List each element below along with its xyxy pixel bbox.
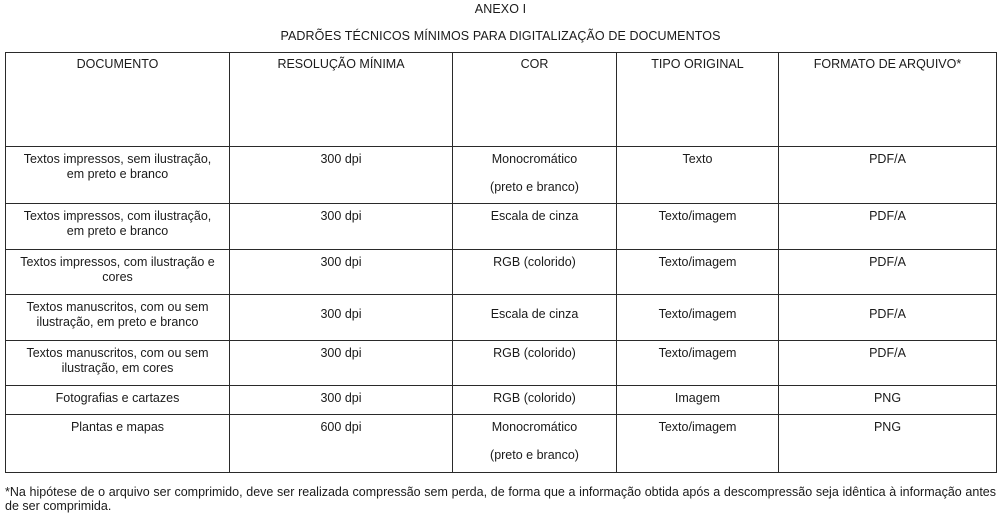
cell-tipo: Texto/imagem — [617, 415, 779, 473]
table-row — [6, 204, 997, 250]
cell-cor: RGB (colorido) — [453, 250, 617, 295]
cell-formato: PDF/A — [779, 250, 997, 295]
cell-resolucao: 300 dpi — [230, 250, 453, 295]
standards-table — [5, 52, 997, 473]
header-documento: DOCUMENTO — [6, 53, 230, 147]
cell-text: Textos impressos, com ilustração e — [20, 255, 215, 269]
cell-documento — [6, 250, 230, 295]
cell-text: Monocromático — [491, 152, 578, 166]
cell-text: Textos manuscritos, com ou sem — [26, 346, 209, 360]
cell-resolucao: 300 dpi — [230, 147, 453, 204]
cell-text: em preto e branco — [66, 167, 169, 181]
cell-formato: PNG — [779, 386, 997, 415]
cell-documento: Plantas e mapas — [6, 415, 230, 473]
cell-text: ilustração, em preto e branco — [36, 315, 199, 329]
cell-tipo: Texto — [617, 147, 779, 204]
table-row — [6, 147, 997, 204]
cell-text: (preto e branco) — [490, 448, 579, 462]
cell-formato: PDF/A — [779, 341, 997, 386]
cell-cor — [453, 147, 617, 204]
cell-resolucao: 300 dpi — [230, 295, 453, 341]
cell-text: Textos impressos, com ilustração, — [23, 209, 212, 223]
table-row — [6, 295, 997, 341]
cell-text: em preto e branco — [66, 224, 169, 238]
table-row — [6, 341, 997, 386]
cell-tipo: Texto/imagem — [617, 341, 779, 386]
cell-tipo: Texto/imagem — [617, 204, 779, 250]
cell-documento: Fotografias e cartazes — [6, 386, 230, 415]
cell-tipo: Texto/imagem — [617, 250, 779, 295]
header-cor: COR — [453, 53, 617, 147]
footnote: *Na hipótese de o arquivo ser comprimido, deve ser realizada compressão sem perda, de forma que a informação obtida após a descompressão seja idêntica à informação antes de ser comprimida. — [5, 485, 996, 513]
cell-cor — [453, 415, 617, 473]
cell-text: Textos impressos, sem ilustração, — [23, 152, 212, 166]
cell-resolucao: 300 dpi — [230, 386, 453, 415]
cell-cor: RGB (colorido) — [453, 341, 617, 386]
cell-documento — [6, 295, 230, 341]
cell-resolucao: 600 dpi — [230, 415, 453, 473]
table-row — [6, 415, 997, 473]
cell-cor: RGB (colorido) — [453, 386, 617, 415]
cell-resolucao: 300 dpi — [230, 204, 453, 250]
cell-documento — [6, 204, 230, 250]
cell-text: Textos manuscritos, com ou sem — [26, 300, 209, 314]
cell-text: cores — [102, 270, 133, 284]
cell-text: Monocromático — [491, 420, 578, 434]
cell-text: ilustração, em cores — [61, 361, 174, 375]
cell-resolucao: 300 dpi — [230, 341, 453, 386]
document-subtitle: PADRÕES TÉCNICOS MÍNIMOS PARA DIGITALIZAÇÃO DE DOCUMENTOS — [280, 29, 721, 43]
cell-formato: PDF/A — [779, 147, 997, 204]
table-row — [6, 386, 997, 415]
cell-formato: PDF/A — [779, 295, 997, 341]
header-formato: FORMATO DE ARQUIVO* — [779, 53, 997, 147]
header-tipo-original: TIPO ORIGINAL — [617, 53, 779, 147]
cell-documento — [6, 341, 230, 386]
cell-text: (preto e branco) — [490, 180, 579, 194]
cell-documento — [6, 147, 230, 204]
cell-formato: PDF/A — [779, 204, 997, 250]
table-row — [6, 250, 997, 295]
cell-cor: Escala de cinza — [453, 295, 617, 341]
header-resolucao: RESOLUÇÃO MÍNIMA — [230, 53, 453, 147]
annex-title: ANEXO I — [474, 2, 527, 16]
table-header-row — [6, 53, 997, 147]
cell-tipo: Imagem — [617, 386, 779, 415]
cell-formato: PNG — [779, 415, 997, 473]
cell-tipo: Texto/imagem — [617, 295, 779, 341]
cell-cor: Escala de cinza — [453, 204, 617, 250]
